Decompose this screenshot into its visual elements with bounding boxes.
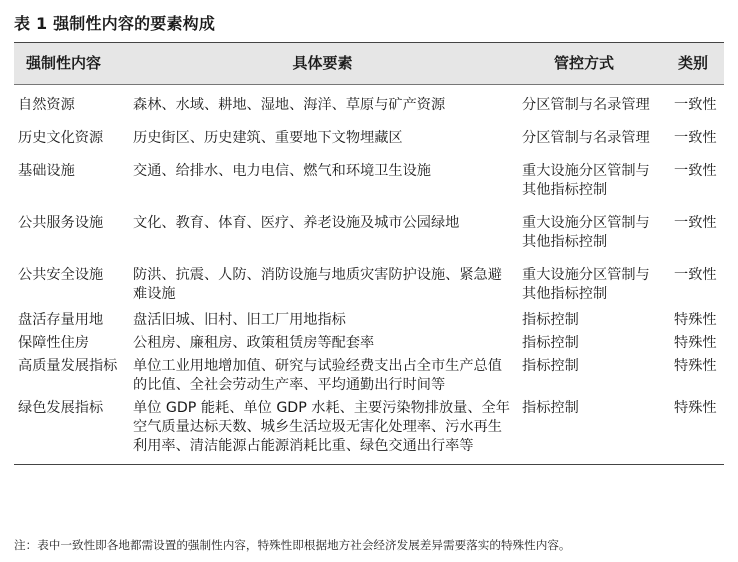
table-row [14, 257, 724, 309]
cell-elements: 防洪、抗震、人防、消防设施与地质灾害防护设施、紧急避难设施 [133, 267, 502, 302]
table-note: 注：表中一致性即各地都需设置的强制性内容，特殊性即根据地方社会经济发展差异需要落实的特殊性内容。 [14, 538, 571, 552]
header-content: 强制性内容 [14, 43, 127, 85]
cell-elements: 交通、给排水、电力电信、燃气和环境卫生设施 [133, 163, 431, 179]
cell-content: 公共服务设施 [18, 215, 104, 231]
cell-elements: 森林、水域、耕地、湿地、海洋、草原与矿产资源 [133, 97, 446, 113]
cell-type: 一致性 [674, 97, 717, 113]
cell-elements: 盘活旧城、旧村、旧工厂用地指标 [133, 312, 346, 328]
cell-mode: 重大设施分区管制与其他指标控制 [522, 163, 650, 198]
cell-type: 一致性 [674, 215, 717, 231]
cell-content: 历史文化资源 [18, 130, 104, 146]
cell-mode: 指标控制 [522, 312, 579, 328]
cell-content: 绿色发展指标 [14, 397, 127, 465]
cell-mode: 分区管制与名录管理 [522, 130, 650, 146]
cell-content: 公共安全设施 [18, 267, 104, 283]
table-row [14, 120, 724, 153]
header-elements: 具体要素 [127, 43, 518, 85]
cell-type: 一致性 [674, 163, 717, 179]
requirements-table [14, 42, 724, 465]
table-body [14, 85, 724, 465]
header-row [14, 43, 724, 85]
table-row [14, 332, 724, 355]
cell-elements: 单位工业用地增加值、研究与试验经费支出占全市生产总值的比值、全社会劳动生产率、平均通勤出行时间等 [133, 358, 502, 393]
cell-mode: 分区管制与名录管理 [522, 97, 650, 113]
cell-elements: 文化、教育、体育、医疗、养老设施及城市公园绿地 [133, 215, 460, 231]
table-row [14, 309, 724, 332]
cell-type: 特殊性 [674, 312, 717, 328]
cell-type: 特殊性 [662, 397, 724, 465]
cell-content: 保障性住房 [18, 335, 89, 351]
table-row [14, 355, 724, 397]
cell-mode: 指标控制 [522, 358, 579, 374]
cell-type: 特殊性 [674, 335, 717, 351]
header-type: 类别 [662, 43, 724, 85]
table-header [14, 43, 724, 85]
cell-type: 一致性 [674, 130, 717, 146]
cell-elements: 历史街区、历史建筑、重要地下文物埋藏区 [133, 130, 403, 146]
cell-mode: 指标控制 [518, 397, 662, 465]
cell-content: 盘活存量用地 [18, 312, 104, 328]
header-mode: 管控方式 [518, 43, 662, 85]
table-row [14, 397, 724, 465]
cell-type: 一致性 [674, 267, 717, 283]
cell-content: 基础设施 [18, 163, 75, 179]
cell-type: 特殊性 [674, 358, 717, 374]
requirements-table-container [14, 42, 724, 465]
cell-mode: 重大设施分区管制与其他指标控制 [522, 267, 650, 302]
table-row [14, 85, 724, 121]
cell-elements: 单位 GDP 能耗、单位 GDP 水耗、主要污染物排放量、全年空气质量达标天数、城乡生活垃圾无害化处理率、污水再生利用率、清洁能源占能源消耗比重、绿色交通出行率等 [127, 397, 518, 465]
table-row [14, 153, 724, 205]
cell-content: 高质量发展指标 [18, 358, 118, 374]
cell-mode: 重大设施分区管制与其他指标控制 [522, 215, 650, 250]
table-caption: 表 1 强制性内容的要素构成 [14, 14, 216, 33]
cell-mode: 指标控制 [522, 335, 579, 351]
cell-elements: 公租房、廉租房、政策租赁房等配套率 [133, 335, 375, 351]
cell-content: 自然资源 [18, 97, 75, 113]
table-row [14, 205, 724, 257]
